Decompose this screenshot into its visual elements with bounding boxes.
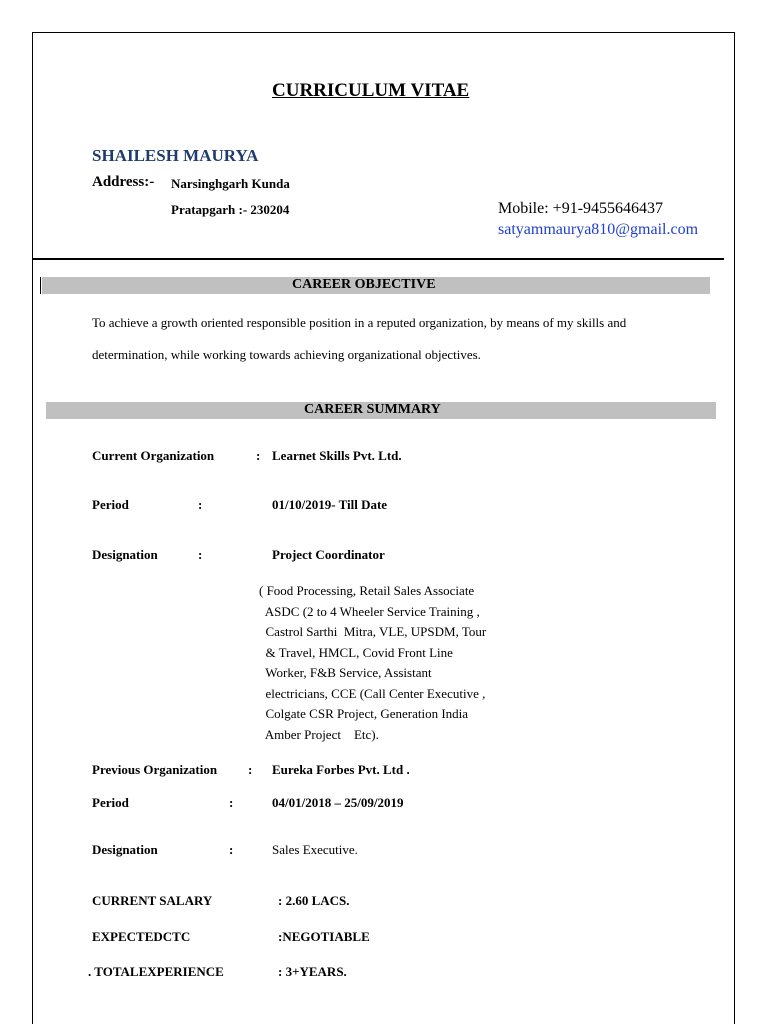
previous-org-value: Eureka Forbes Pvt. Ltd . [272, 762, 410, 777]
period-1-value: 01/10/2019- Till Date [272, 497, 388, 512]
objective-line-2: determination, while working towards achieving organizational objectives. [92, 347, 481, 362]
period-1-label: Period [92, 497, 129, 512]
career-objective-heading: CAREER OBJECTIVE [292, 277, 436, 292]
current-org-separator: : [256, 448, 261, 463]
objective-line-1: To achieve a growth oriented responsible position in a reputed organization, by means of my skills and [92, 315, 627, 330]
mobile-number: Mobile: +91-9455646437 [498, 200, 664, 217]
period-2-label: Period [92, 795, 129, 810]
period-2-value: 04/01/2018 – 25/09/2019 [272, 795, 404, 810]
email-link[interactable]: satyammaurya810@gmail.com [498, 221, 699, 238]
current-org-value: Learnet Skills Pvt. Ltd. [272, 448, 402, 463]
designation-2-value: Sales Executive. [272, 842, 358, 857]
candidate-name: SHAILESH MAURYA [92, 146, 259, 165]
address-label: Address:- [92, 174, 155, 190]
expected-ctc-value: :NEGOTIABLE [278, 929, 370, 944]
current-salary-value: : 2.60 LACS. [278, 893, 350, 908]
current-salary-label: CURRENT SALARY [92, 893, 213, 908]
total-experience-value: : 3+YEARS. [278, 964, 347, 979]
career-summary-heading: CAREER SUMMARY [304, 402, 441, 417]
period-1-separator: : [198, 497, 203, 512]
current-org-label: Current Organization [92, 448, 215, 463]
designation-1-label: Designation [92, 547, 158, 562]
previous-org-label: Previous Organization [92, 762, 218, 777]
header-divider [32, 258, 724, 260]
designation-2-separator: : [229, 842, 234, 857]
bar-edge [40, 277, 41, 294]
address-line-2: Pratapgarh :- 230204 [171, 202, 290, 217]
expected-ctc-label: EXPECTEDCTC [92, 929, 191, 944]
document-title: CURRICULUM VITAE [272, 80, 470, 101]
designation-2-label: Designation [92, 842, 158, 857]
address-line-1: Narsinghgarh Kunda [171, 176, 290, 191]
designation-1-value: Project Coordinator [272, 547, 385, 562]
previous-org-separator: : [248, 762, 253, 777]
designation-1-details: ( Food Processing, Retail Sales Associate ASDC (2 to 4 Wheeler Service Training , Castrol Sarthi Mitra, VLE, UPSDM, Tour & Travel, HMCL, Covid Front Line Worker, F&B Service, Assistant electricians, CCE (Call Center Executive , Colgate CSR Project, Generation India Amber Project Etc). [259, 583, 487, 742]
total-experience-label: . TOTALEXPERIENCE [88, 964, 224, 979]
designation-1-separator: : [198, 547, 203, 562]
period-2-separator: : [229, 795, 234, 810]
